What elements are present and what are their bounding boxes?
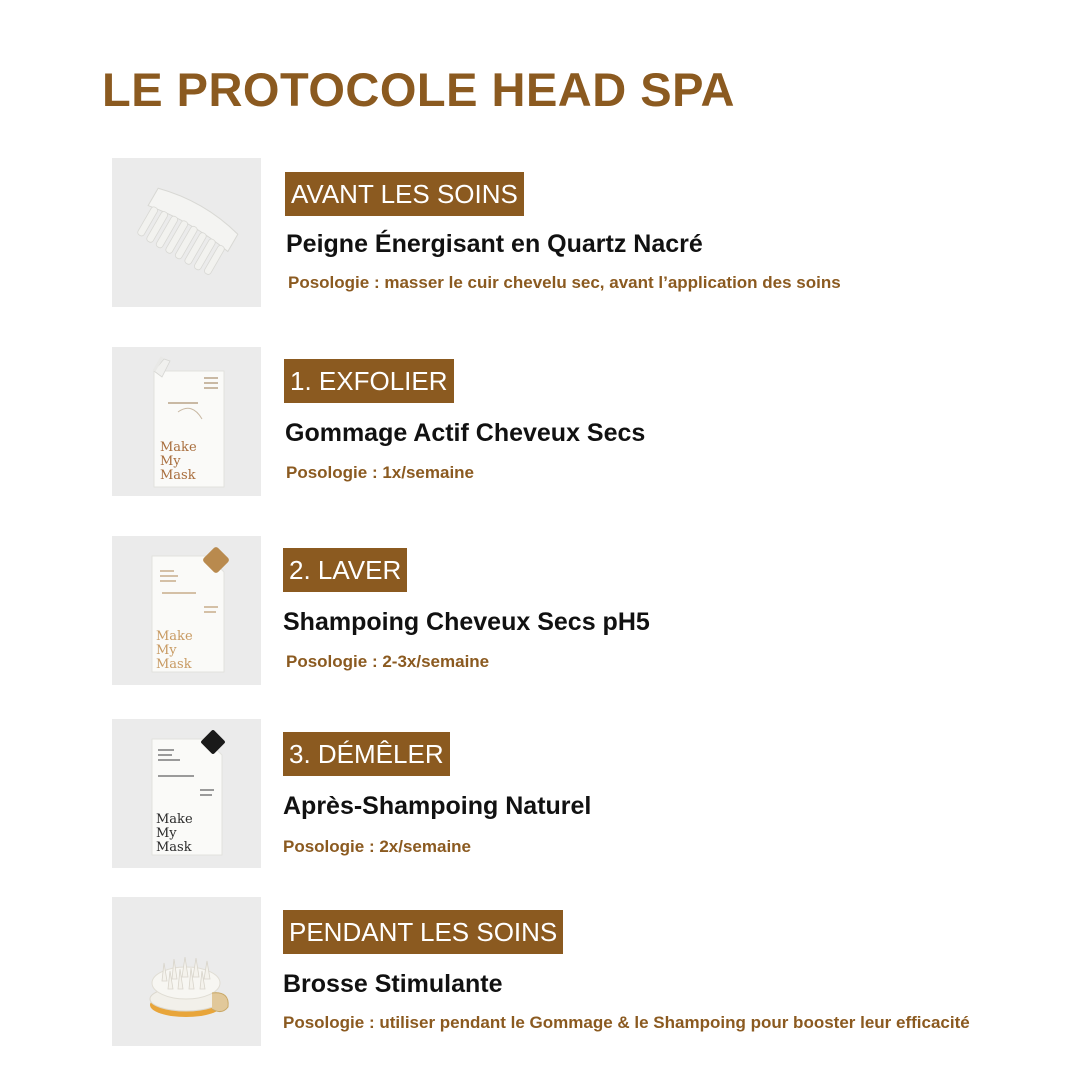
- pouch-illustration: [112, 536, 261, 685]
- pouch-illustration: [112, 719, 261, 868]
- scalp-brush-image: [112, 897, 261, 1046]
- step-badge: 2. LAVER: [283, 548, 407, 592]
- step-badge: 1. EXFOLIER: [284, 359, 454, 403]
- product-name: Shampoing Cheveux Secs pH5: [283, 608, 650, 636]
- step-pendant-les-soins: [0, 897, 1080, 1047]
- pouch-brand-line3: Mask: [156, 840, 192, 855]
- dosage-text: Posologie : utiliser pendant le Gommage & le Shampoing pour booster leur efficacité: [283, 1013, 970, 1032]
- step-laver: [0, 536, 1080, 686]
- pouch-brand-line2: My: [156, 643, 177, 658]
- product-name: Après-Shampoing Naturel: [283, 792, 592, 820]
- step-avant-les-soins: [0, 158, 1080, 308]
- conditioner-pouch-image: [112, 719, 261, 868]
- step-demeler: [0, 719, 1080, 869]
- dosage-text: Posologie : masser le cuir chevelu sec, avant l’application des soins: [288, 273, 841, 292]
- scrub-pouch-image: [112, 347, 261, 496]
- step-badge: AVANT LES SOINS: [285, 172, 524, 216]
- quartz-comb-image: [112, 158, 261, 307]
- pouch-brand-line1: Make: [156, 629, 193, 644]
- product-name: Gommage Actif Cheveux Secs: [285, 419, 646, 447]
- dosage-text: Posologie : 2x/semaine: [283, 837, 472, 856]
- pouch-brand-line2: My: [156, 826, 177, 841]
- pouch-illustration: [112, 347, 261, 496]
- product-name: Peigne Énergisant en Quartz Nacré: [286, 230, 703, 258]
- comb-illustration: [112, 158, 261, 307]
- brush-illustration: [112, 897, 261, 1046]
- shampoo-pouch-image: [112, 536, 261, 685]
- step-exfolier: [0, 347, 1080, 497]
- dosage-text: Posologie : 2-3x/semaine: [286, 652, 490, 671]
- product-name: Brosse Stimulante: [283, 970, 503, 998]
- pouch-brand-line3: Mask: [160, 468, 196, 483]
- pouch-brand-line1: Make: [156, 812, 193, 827]
- step-badge: PENDANT LES SOINS: [283, 910, 563, 954]
- dosage-text: Posologie : 1x/semaine: [286, 463, 475, 482]
- pouch-brand-line3: Mask: [156, 657, 192, 672]
- pouch-brand-line2: My: [160, 454, 181, 469]
- step-badge: 3. DÉMÊLER: [283, 732, 450, 776]
- page-title: LE PROTOCOLE HEAD SPA: [102, 63, 735, 116]
- pouch-brand-line1: Make: [160, 440, 197, 455]
